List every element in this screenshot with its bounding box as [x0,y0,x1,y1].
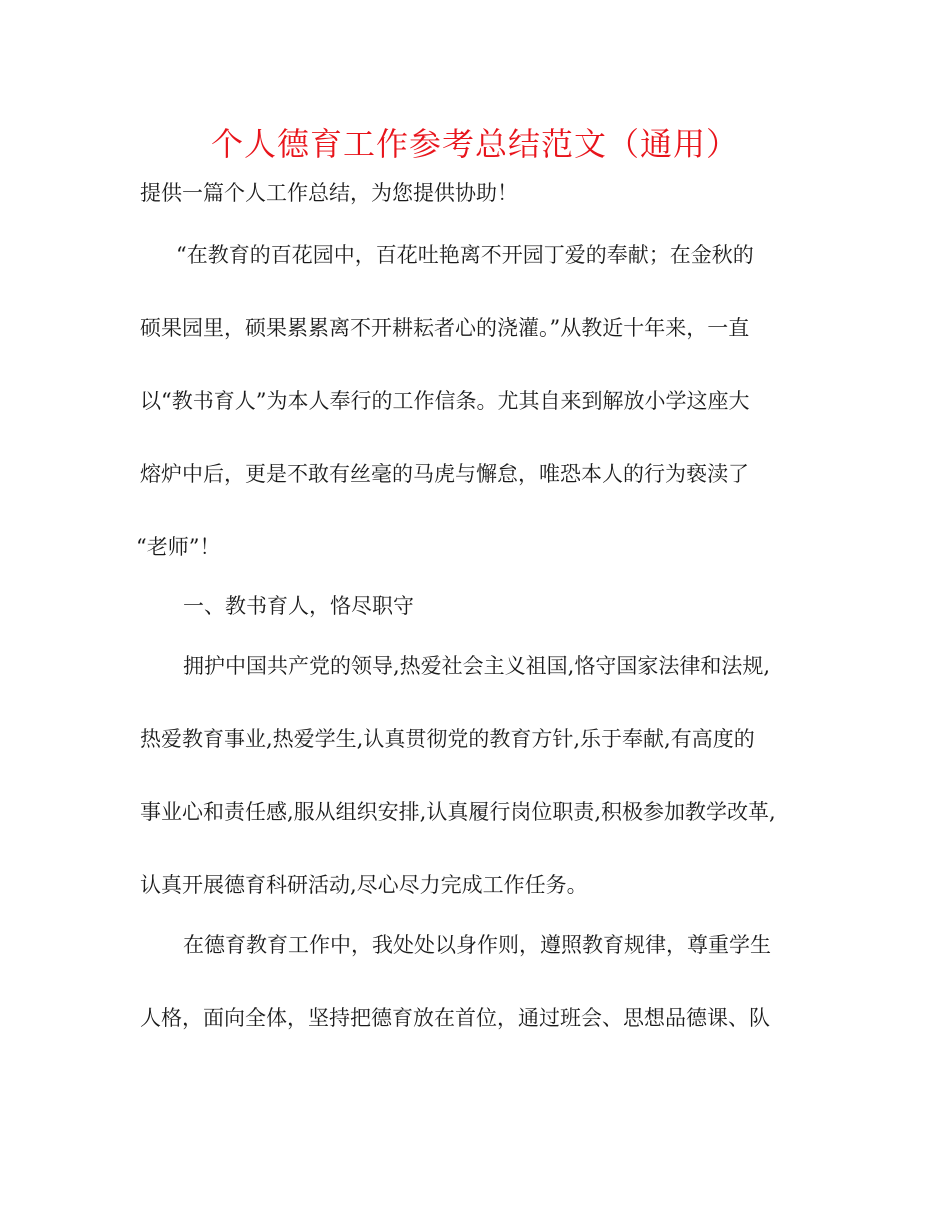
paragraph-line: 以“教书育人”为本人奉行的工作信条。尤其自来到解放小学这座大 [140,389,750,413]
section-heading: 一、教书育人，恪尽职守 [183,594,414,618]
paragraph-line: “在教育的百花园中，百花吐艳离不开园丁爱的奉献；在金秋的 [176,243,754,267]
paragraph-line: 人格，面向全体，坚持把德育放在首位，通过班会、思想品德课、队 [140,1006,770,1030]
paragraph-line: 认真开展德育科研活动,尽心尽力完成工作任务。 [140,873,588,897]
intro-line: 提供一篇个人工作总结，为您提供协助！ [140,181,518,205]
document-title: 个人德育工作参考总结范文（通用） [210,125,739,163]
paragraph-line: 硕果园里，硕果累累离不开耕耘者心的浇灌。”从教近十年来，一直 [140,316,750,340]
paragraph-line: 热爱教育事业,热爱学生,认真贯彻党的教育方针,乐于奉献,有高度的 [140,727,755,751]
paragraph-line: 拥护中国共产党的领导,热爱社会主义祖国,恪守国家法律和法规, [183,654,771,678]
paragraph-line: 事业心和责任感,服从组织安排,认真履行岗位职责,积极参加教学改革, [140,800,776,824]
paragraph-line: 熔炉中后，更是不敢有丝毫的马虎与懈怠，唯恐本人的行为亵渎了 [140,462,749,486]
paragraph-line: 在德育教育工作中，我处处以身作则，遵照教育规律，尊重学生 [183,933,771,957]
paragraph-line: “老师”！ [136,535,221,559]
